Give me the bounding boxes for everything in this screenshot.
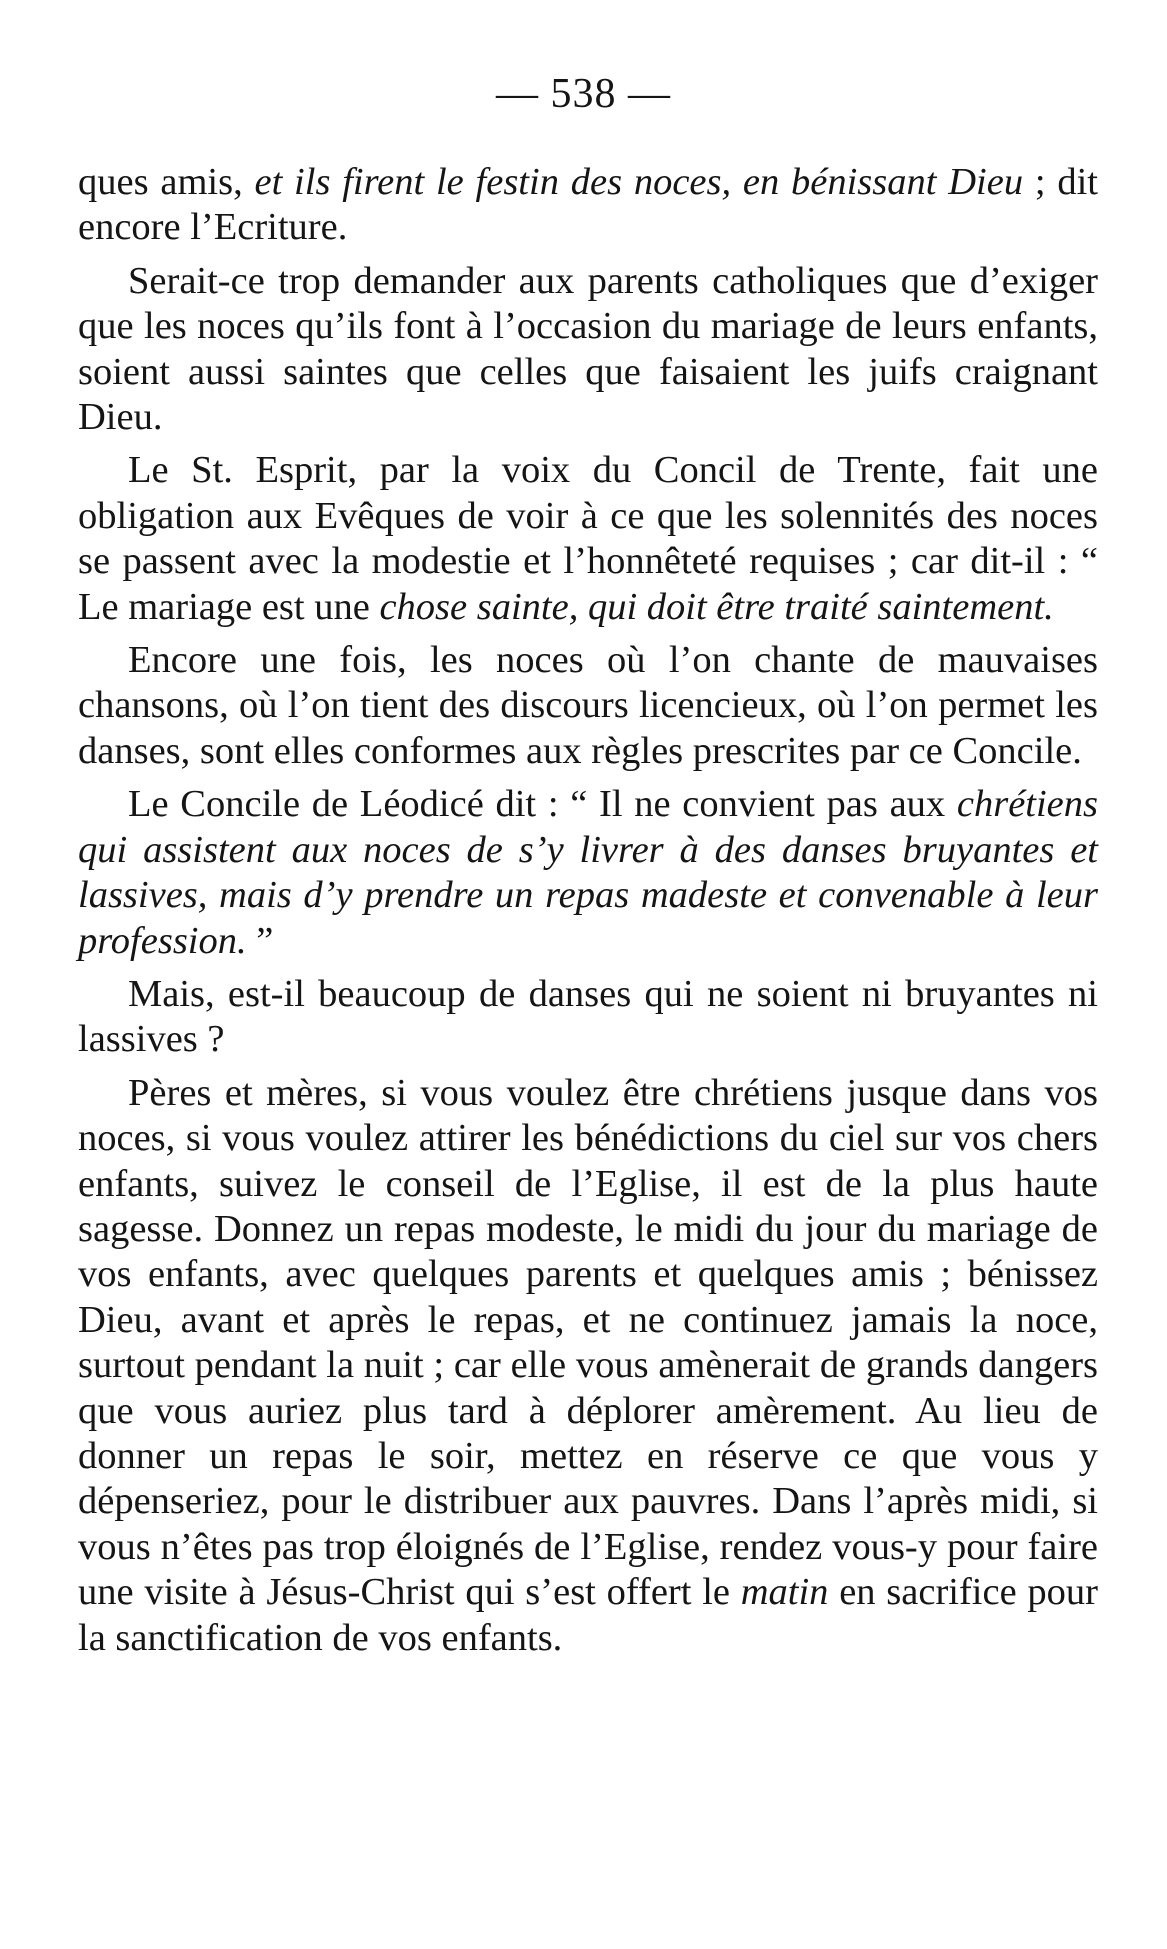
text-run: en sacrifice pour la sanctification de vos enfants. — [78, 1571, 1098, 1659]
text-run: Mais, est-il beaucoup de danses qui ne soient ni bruyantes ni lassives ? — [78, 972, 1098, 1061]
page-number: — 538 — — [496, 71, 671, 117]
paragraph — [78, 972, 1098, 1063]
text-run: ques amis, — [78, 161, 255, 203]
text-run: ” — [246, 919, 274, 962]
paragraph — [78, 638, 1098, 774]
paragraph — [78, 160, 1098, 251]
paragraph — [78, 782, 1098, 964]
text-run: ; dit encore l’Ecriture. — [78, 161, 1098, 249]
text-run: Encore une fois, les noces où l’on chante de mauvaises chansons, où l’on tient des discours licencieux, où l’on permet les danses, sont elles conformes aux règles prescrites par ce Concile. — [78, 639, 1098, 772]
italic-text: matin — [740, 1571, 829, 1614]
text-run: Le Concile de Léodicé dit : “ Il ne convient pas aux — [128, 783, 957, 826]
text-run: Le St. Esprit, par la voix du Concil de Trente, fait une obligation aux Evêques de voir à ce que les solennités des noces se passent avec la modestie et l’honnêteté requises ; car dit-il : “ Le mariage est une — [78, 449, 1098, 628]
body-text — [78, 160, 1098, 1669]
text-run: Pères et mères, si vous voulez être chrétiens jusque dans vos noces, si vous voulez attirer les bénédictions du ciel sur vos chers enfants, suivez le conseil de l’Eglise, il est de la plus haute sagesse. Donnez un repas modeste, le midi du jour du mariage de vos enfants, avec quelques parents et quelques amis ; bénissez Dieu, avant et après le repas, et ne continuez jamais la noce, surtout pendant la nuit ; car elle vous amènerait de grands dangers que vous auriez plus tard à déplorer amèrement. Au lieu de donner un repas le soir, mettez en réserve ce que vous y dépenseriez, pour le distribuer aux pauvres. Dans l’après midi, si vous n’êtes pas trop éloignés de l’Eglise, rendez vous-y pour faire une visite à Jésus-Christ qui s’est offert le — [78, 1071, 1098, 1614]
italic-text: et ils firent le festin des noces, en bénissant Dieu — [254, 161, 1024, 203]
text-run: Serait-ce trop demander aux parents catholiques que d’exiger que les noces qu’ils font à l’occasion du mariage de leurs enfants, soient aussi saintes que celles que faisaient les juifs craignant Dieu. — [78, 259, 1098, 439]
italic-text: chrétiens qui assistent aux noces de s’y livrer à des danses bruyantes et lassives, mais d’y prendre un repas madeste et convenable à leur profession. — [78, 783, 1098, 962]
paragraph — [78, 1071, 1098, 1661]
italic-text: chose sainte, qui doit être traité saintement. — [379, 585, 1054, 628]
paragraph — [78, 259, 1098, 441]
paragraph — [78, 448, 1098, 630]
